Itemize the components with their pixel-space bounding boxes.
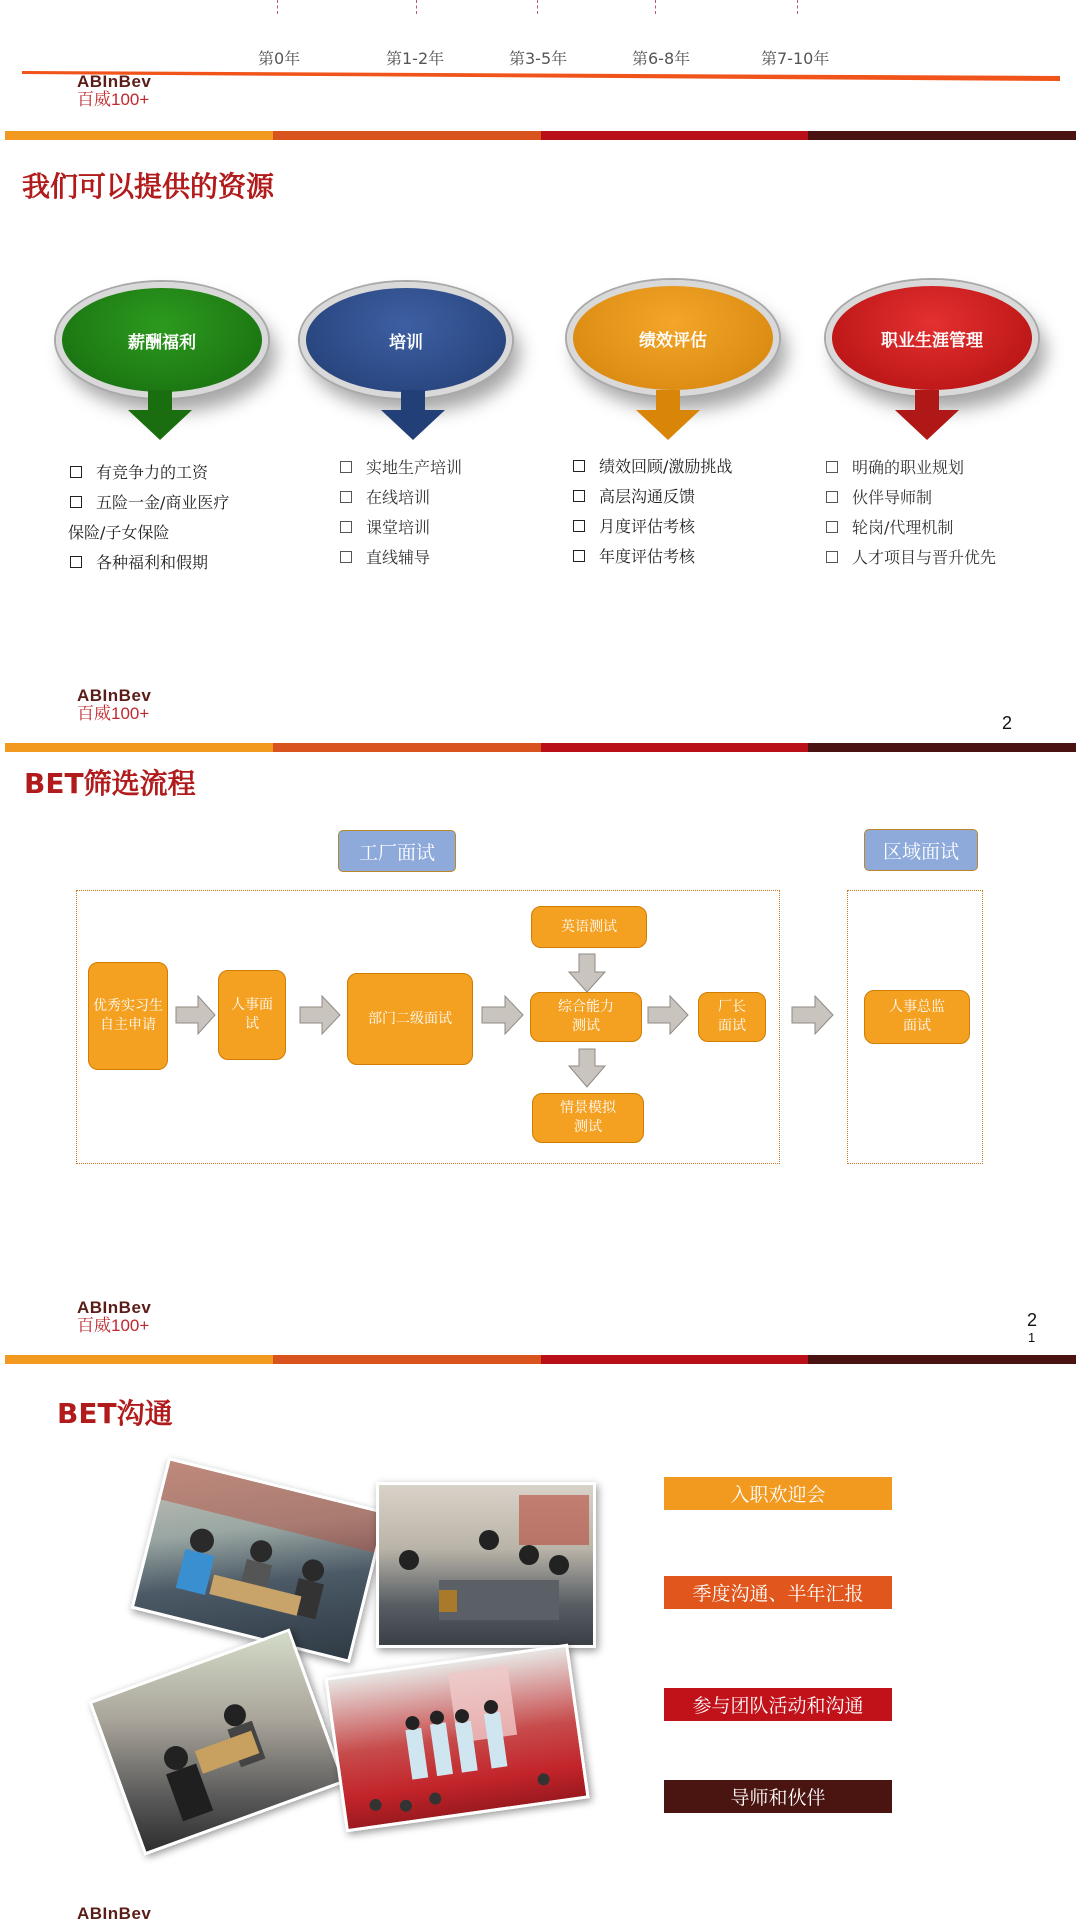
oval-career: 职业生涯管理 — [826, 280, 1038, 396]
career-list — [826, 453, 996, 573]
checkbox-bullet-icon — [340, 491, 352, 503]
photo-meeting — [130, 1457, 387, 1663]
stage-label-factory: 工厂面试 — [338, 830, 456, 872]
list-item: 各种福利和假期 — [70, 548, 229, 578]
timeline-label: 第1-2年 — [386, 49, 445, 68]
list-item: 在线培训 — [340, 483, 462, 513]
list-item: 月度评估考核 — [573, 512, 732, 542]
timeline-label: 第0年 — [258, 49, 301, 68]
node-apply: 优秀实习生自主申请 — [88, 962, 168, 1070]
abinbev-logo: ABInBev 百威100+ — [77, 72, 152, 109]
checkbox-bullet-icon — [573, 460, 585, 472]
arrow-down-icon — [381, 390, 445, 440]
slide-title: BET筛选流程 — [24, 767, 196, 800]
list-item: 有竞争力的工资 — [70, 458, 229, 488]
checkbox-bullet-icon — [826, 461, 838, 473]
people-icon — [134, 1461, 384, 1660]
down-arrows — [0, 390, 1080, 445]
abinbev-logo: ABInBev 百威100+ — [77, 1298, 152, 1335]
checkbox-bullet-icon — [70, 466, 82, 478]
comm-bar-quarterly: 季度沟通、半年汇报 — [664, 1576, 892, 1609]
timeline-label: 第6-8年 — [632, 49, 691, 68]
color-stripe — [5, 131, 1076, 140]
people-icon — [92, 1632, 341, 1852]
slide-title: BET沟通 — [57, 1397, 173, 1430]
color-stripe — [5, 1355, 1076, 1364]
checkbox-bullet-icon — [340, 521, 352, 533]
arrow-right-icon — [482, 996, 523, 1034]
node-gm-interview: 厂长面试 — [698, 992, 766, 1042]
stripe-segment — [541, 743, 809, 752]
slide-title: 我们可以提供的资源 — [22, 170, 275, 203]
checkbox-bullet-icon — [573, 520, 585, 532]
checkbox-bullet-icon — [826, 491, 838, 503]
stripe-segment — [541, 131, 809, 140]
performance-list — [573, 452, 732, 572]
arrow-right-icon — [648, 996, 688, 1034]
arrow-right-icon — [792, 996, 833, 1034]
photo-discussion — [376, 1482, 596, 1648]
stripe-segment — [5, 1355, 273, 1364]
checkbox-bullet-icon — [826, 551, 838, 563]
stripe-segment — [808, 1355, 1076, 1364]
oval-compensation: 薪酬福利 — [56, 282, 268, 398]
comm-bar-mentor: 导师和伙伴 — [664, 1780, 892, 1813]
list-item: 伙伴导师制 — [826, 483, 996, 513]
abinbev-logo: ABInBev 百威100+ — [77, 686, 152, 723]
stripe-segment — [541, 1355, 809, 1364]
list-item: 人才项目与晋升优先 — [826, 543, 996, 573]
stripe-segment — [5, 131, 273, 140]
checkbox-bullet-icon — [573, 490, 585, 502]
page-number-sub: 1 — [1028, 1330, 1036, 1345]
stripe-segment — [273, 1355, 541, 1364]
node-english-test: 英语测试 — [531, 906, 647, 948]
timeline-label: 第3-5年 — [509, 49, 568, 68]
timeline-label: 第7-10年 — [761, 49, 830, 68]
list-item: 轮岗/代理机制 — [826, 513, 996, 543]
node-dept-interview: 部门二级面试 — [347, 973, 473, 1065]
node-hr-interview: 人事面试 — [218, 970, 286, 1060]
node-scenario-test: 情景模拟测试 — [532, 1093, 644, 1143]
color-stripe — [5, 743, 1076, 752]
list-item: 课堂培训 — [340, 513, 462, 543]
stripe-segment — [808, 743, 1076, 752]
stripe-segment — [273, 743, 541, 752]
list-item: 绩效回顾/激励挑战 — [573, 452, 732, 482]
stage-label-region: 区域面试 — [864, 829, 978, 871]
checkbox-bullet-icon — [573, 550, 585, 562]
checkbox-bullet-icon — [70, 556, 82, 568]
node-hr-director-interview: 人事总监面试 — [864, 990, 970, 1044]
people-icon — [328, 1647, 587, 1829]
page-number: 2 — [1027, 1310, 1038, 1330]
photo-team-event — [324, 1644, 589, 1833]
page-number: 2 — [1002, 713, 1013, 733]
list-item: 年度评估考核 — [573, 542, 732, 572]
list-item-continuation: 保险/子女保险 — [68, 523, 170, 542]
photo-group-work — [88, 1628, 345, 1855]
oval-training: 培训 — [300, 282, 512, 398]
checkbox-bullet-icon — [340, 461, 352, 473]
stripe-segment — [5, 743, 273, 752]
arrow-down-icon — [636, 390, 700, 440]
timeline-line — [0, 0, 1080, 90]
compensation-list — [70, 458, 229, 578]
list-item: 明确的职业规划 — [826, 453, 996, 483]
checkbox-bullet-icon — [826, 521, 838, 533]
people-icon — [379, 1485, 593, 1645]
arrow-down-icon — [895, 390, 959, 440]
checkbox-bullet-icon — [70, 496, 82, 508]
flow-arrows — [0, 900, 1080, 1100]
oval-performance: 绩效评估 — [567, 280, 779, 396]
arrow-down-icon — [569, 1049, 605, 1087]
comm-bar-team-activities: 参与团队活动和沟通 — [664, 1688, 892, 1721]
stripe-segment — [273, 131, 541, 140]
checkbox-bullet-icon — [340, 551, 352, 563]
arrow-down-icon — [569, 954, 605, 992]
training-list — [340, 453, 462, 573]
stripe-segment — [808, 131, 1076, 140]
node-ability-test: 综合能力测试 — [530, 992, 642, 1042]
arrow-right-icon — [300, 996, 340, 1034]
list-item: 直线辅导 — [340, 543, 462, 573]
abinbev-logo: ABInBev — [77, 1904, 152, 1923]
list-item: 实地生产培训 — [340, 453, 462, 483]
arrow-down-icon — [128, 390, 192, 440]
arrow-right-icon — [176, 996, 215, 1034]
list-item: 五险一金/商业医疗 — [70, 488, 229, 518]
comm-bar-onboarding: 入职欢迎会 — [664, 1477, 892, 1510]
list-item: 高层沟通反馈 — [573, 482, 732, 512]
